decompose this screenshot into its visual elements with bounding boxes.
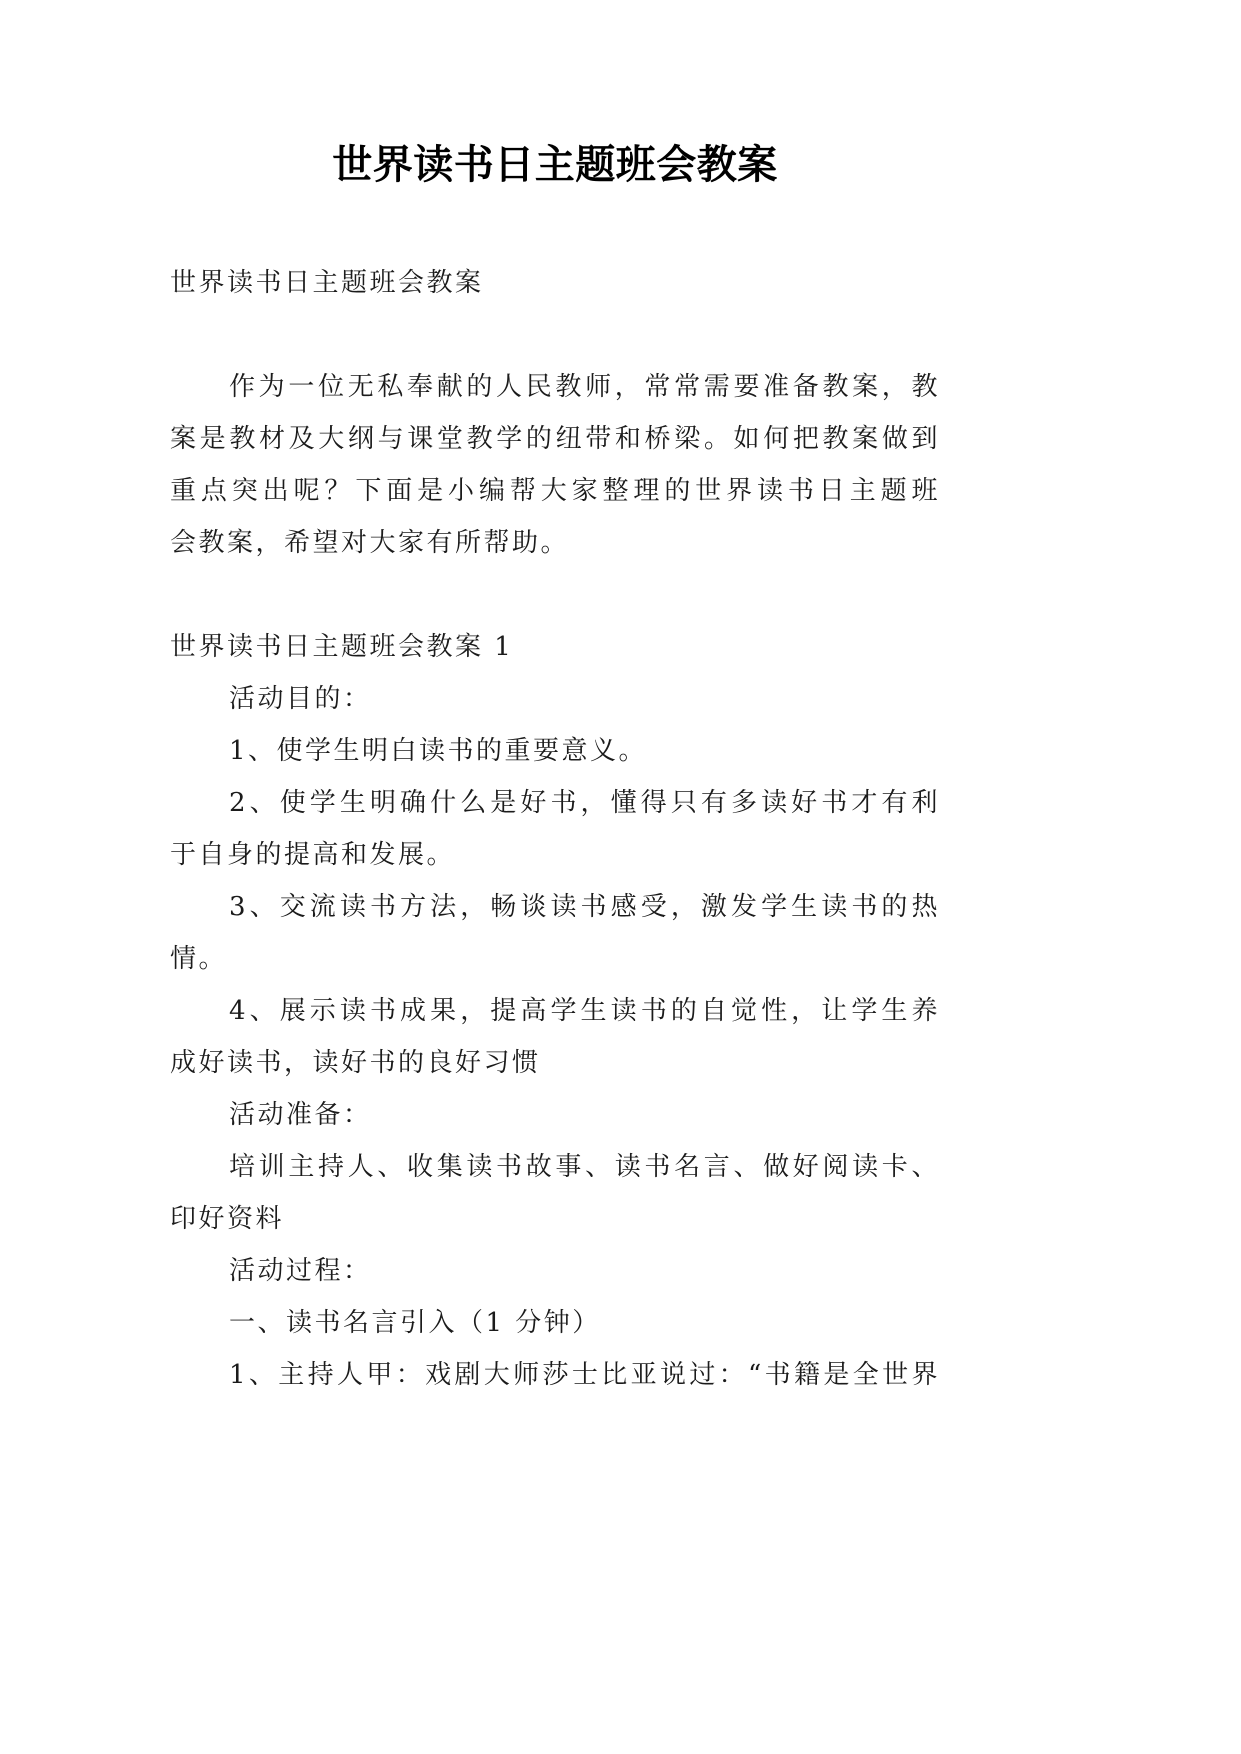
- document-subtitle: 世界读书日主题班会教案: [170, 268, 484, 298]
- document-title: 世界读书日主题班会教案: [332, 142, 778, 188]
- goal-line: 4、展示读书成果，提高学生读书的自觉性，让学生养: [229, 996, 940, 1026]
- intro-line: 会教案，希望对大家有所帮助。: [170, 528, 570, 558]
- goal-line: 2、使学生明确什么是好书，懂得只有多读好书才有利: [229, 788, 940, 818]
- goal-line: 成好读书，读好书的良好习惯: [170, 1048, 541, 1078]
- goal-line: 3、交流读书方法，畅谈读书感受，激发学生读书的热: [229, 892, 940, 922]
- activity-process: [170, 1245, 940, 1401]
- intro-line: 案是教材及大纲与课堂教学的纽带和桥梁。如何把教案做到: [170, 424, 940, 454]
- section-heading: 世界读书日主题班会教案 1: [170, 632, 514, 662]
- intro-line: 重点突出呢？下面是小编帮大家整理的世界读书日主题班: [170, 476, 940, 506]
- goal-line: 情。: [170, 944, 228, 974]
- activity-preparation-label: 活动准备：: [229, 1100, 372, 1130]
- process-line: 1、主持人甲：戏剧大师莎士比亚说过：“书籍是全世界: [229, 1360, 940, 1390]
- preparation-line: 印好资料: [170, 1204, 285, 1234]
- goal-line: 于自身的提高和发展。: [170, 840, 456, 870]
- intro-line: 作为一位无私奉献的人民教师，常常需要准备教案，教: [229, 372, 940, 402]
- process-line: 一、读书名言引入（1 分钟）: [229, 1308, 601, 1338]
- activity-goals: [170, 673, 940, 1089]
- document-body: [170, 257, 940, 1401]
- activity-goals-label: 活动目的：: [229, 684, 372, 714]
- preparation-line: 培训主持人、收集读书故事、读书名言、做好阅读卡、: [229, 1152, 940, 1182]
- intro-paragraph: [170, 361, 940, 569]
- activity-preparation: [170, 1089, 940, 1245]
- activity-process-label: 活动过程：: [229, 1256, 372, 1286]
- lesson-plan-section-1: [170, 621, 940, 1401]
- goal-line: 1、使学生明白读书的重要意义。: [229, 736, 648, 766]
